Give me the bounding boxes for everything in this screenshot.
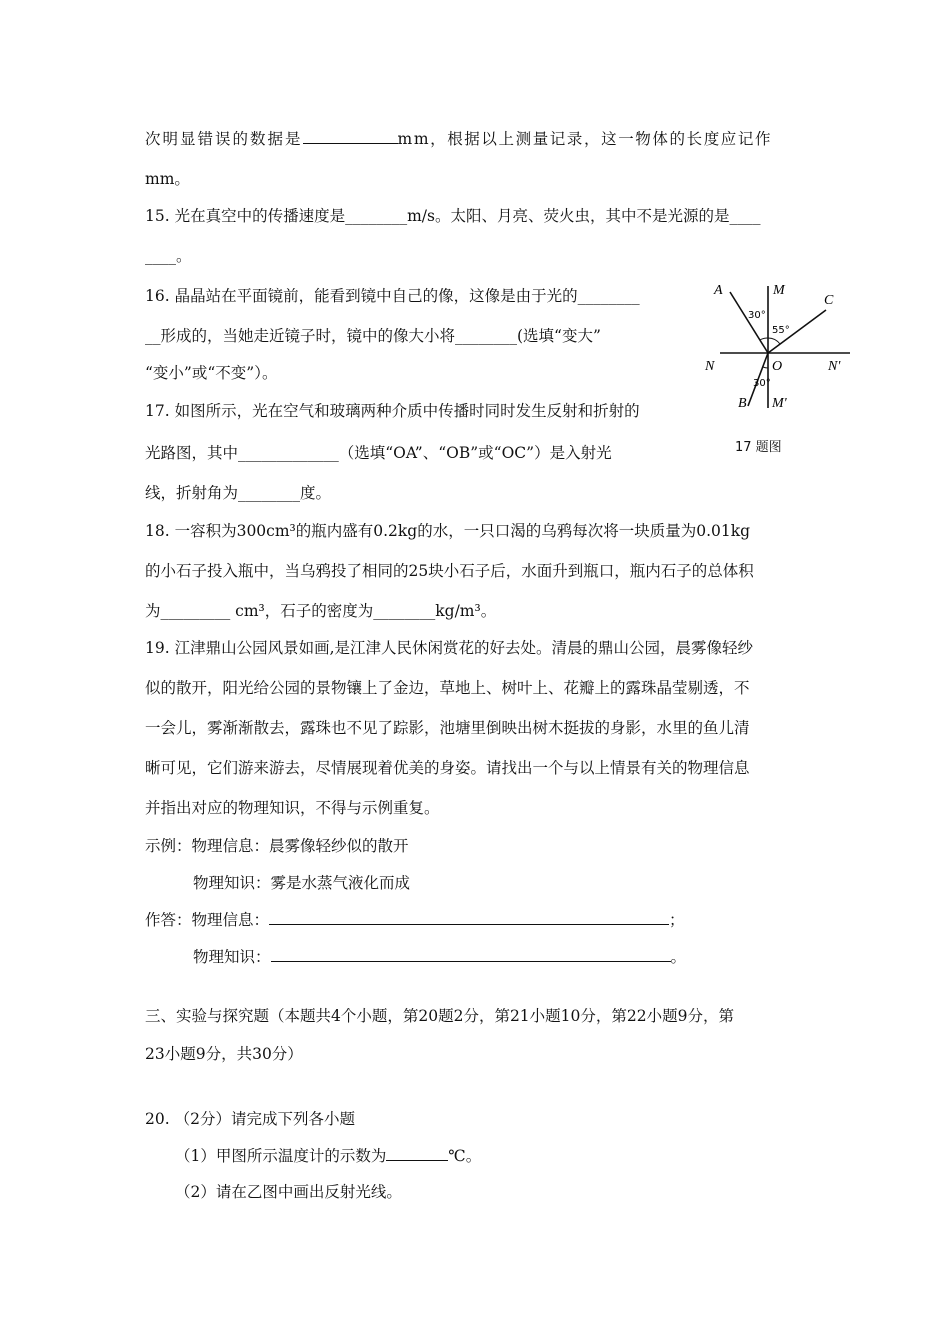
angle-label: 30° xyxy=(753,378,771,389)
line-text: 。 xyxy=(670,948,687,966)
text-line xyxy=(145,362,277,384)
question-15 xyxy=(145,205,760,227)
line-text: 为_________ cm³，石子的密度为________kg/m³。 xyxy=(145,602,497,620)
answer-blank xyxy=(303,127,398,144)
line-text: 18. 一容积为300cm³的瓶内盛有0.2kg的水，一只口渴的乌鸦每次将一块质量为0.01kg xyxy=(145,522,751,540)
line-text: 物理知识： xyxy=(193,948,271,966)
answer-info-line xyxy=(145,908,685,931)
line-text: “变小”或“不变”）。 xyxy=(145,364,278,382)
line-text: 的小石子投入瓶中，当乌鸦投了相同的25块小石子后，水面升到瓶口，瓶内石子的总体积 xyxy=(145,562,754,580)
text-line xyxy=(145,442,612,464)
text-line xyxy=(145,245,192,267)
question-18 xyxy=(145,520,750,542)
label-n-prime: N' xyxy=(828,359,841,374)
line-text: 23小题9分，共30分） xyxy=(145,1045,303,1063)
text-line xyxy=(145,757,750,779)
label-a: A xyxy=(714,283,723,298)
line-text: 物理知识：雾是水蒸气液化而成 xyxy=(193,874,411,892)
line-text: 线，折射角为________度。 xyxy=(145,484,332,502)
text-line xyxy=(145,168,190,190)
text-line xyxy=(145,717,750,739)
line-text: mm，根据以上测量记录，这一物体的长度应记作 xyxy=(397,130,773,148)
line-text: 20. （2分）请完成下列各小题 xyxy=(145,1110,355,1128)
line-text: __形成的，当她走近镜子时，镜中的像大小将________(选填“变大” xyxy=(145,327,601,345)
text-line xyxy=(145,325,601,347)
figure-caption: 17 题图 xyxy=(735,440,782,455)
line-text: 一会儿，雾渐渐散去，露珠也不见了踪影，池塘里倒映出树木挺拔的身影，水里的鱼儿清 xyxy=(145,719,750,737)
line-text: （1）甲图所示温度计的示数为 xyxy=(175,1147,387,1165)
example-knowledge xyxy=(193,872,410,894)
label-m: M xyxy=(773,283,785,298)
question-20 xyxy=(145,1108,355,1130)
line-text: 三、实验与探究题（本题共4个小题，第20题2分，第21小题10分，第22小题9分，第 xyxy=(145,1007,734,1025)
label-o: O xyxy=(772,359,783,374)
line-text: 并指出对应的物理知识，不得与示例重复。 xyxy=(145,799,440,817)
line-text: 16. 晶晶站在平面镜前，能看到镜中自己的像，这像是由于光的________ xyxy=(145,287,640,305)
question-17 xyxy=(145,400,640,422)
angle-arc xyxy=(768,338,780,344)
line-text: 似的散开，阳光给公园的景物镶上了金边，草地上、树叶上、花瓣上的露珠晶莹剔透，不 xyxy=(145,679,750,697)
line-text: ____。 xyxy=(145,247,192,265)
line-text: （2）请在乙图中画出反射光线。 xyxy=(175,1183,402,1201)
line-text: 示例：物理信息：晨雾像轻纱似的散开 xyxy=(145,837,409,855)
angle-arc xyxy=(760,338,768,340)
answer-blank[interactable] xyxy=(269,908,669,925)
text-line xyxy=(145,1043,303,1065)
line-text: 次明显错误的数据是 xyxy=(145,130,303,148)
text-line xyxy=(145,600,496,622)
question-20-part-2 xyxy=(175,1181,402,1203)
text-line xyxy=(145,560,754,582)
text-line xyxy=(145,677,750,699)
answer-blank[interactable] xyxy=(386,1144,448,1161)
answer-knowledge-line xyxy=(193,945,686,968)
label-n: N xyxy=(705,359,715,374)
text-line xyxy=(145,797,440,819)
label-b: B xyxy=(738,396,747,408)
question-16 xyxy=(145,285,640,307)
text-line xyxy=(145,482,331,504)
question-19 xyxy=(145,637,753,659)
label-m-prime: M' xyxy=(772,396,787,408)
line-text: 晰可见，它们游来游去，尽情展现着优美的身姿。请找出一个与以上情景有关的物理信息 xyxy=(145,759,750,777)
line-text: 19. 江津鼎山公园风景如画,是江津人民休闲赏花的好去处。清晨的鼎山公园，晨雾像轻纱 xyxy=(145,639,754,657)
line-text: 光路图，其中_____________（选填“OA”、“OB”或“OC”）是入射光 xyxy=(145,444,612,462)
label-c: C xyxy=(824,293,834,308)
line-text: ； xyxy=(669,911,685,929)
section-3-heading xyxy=(145,1005,734,1027)
line-text: 作答：物理信息： xyxy=(145,911,270,929)
line-text: ℃。 xyxy=(448,1147,482,1165)
answer-blank[interactable] xyxy=(271,945,671,962)
ray-oa xyxy=(730,292,768,353)
text-line xyxy=(145,127,772,150)
line-text: mm。 xyxy=(145,170,190,188)
optics-diagram xyxy=(700,278,860,408)
angle-label: 30° xyxy=(748,310,766,321)
example-info xyxy=(145,835,409,857)
line-text: 15. 光在真空中的传播速度是________m/s。太阳、月亮、荧火虫，其中不是光源的是____ xyxy=(145,207,761,225)
question-20-part-1 xyxy=(175,1144,481,1167)
line-text: 17. 如图所示，光在空气和玻璃两种介质中传播时同时发生反射和折射的 xyxy=(145,402,640,420)
angle-label: 55° xyxy=(772,325,790,336)
